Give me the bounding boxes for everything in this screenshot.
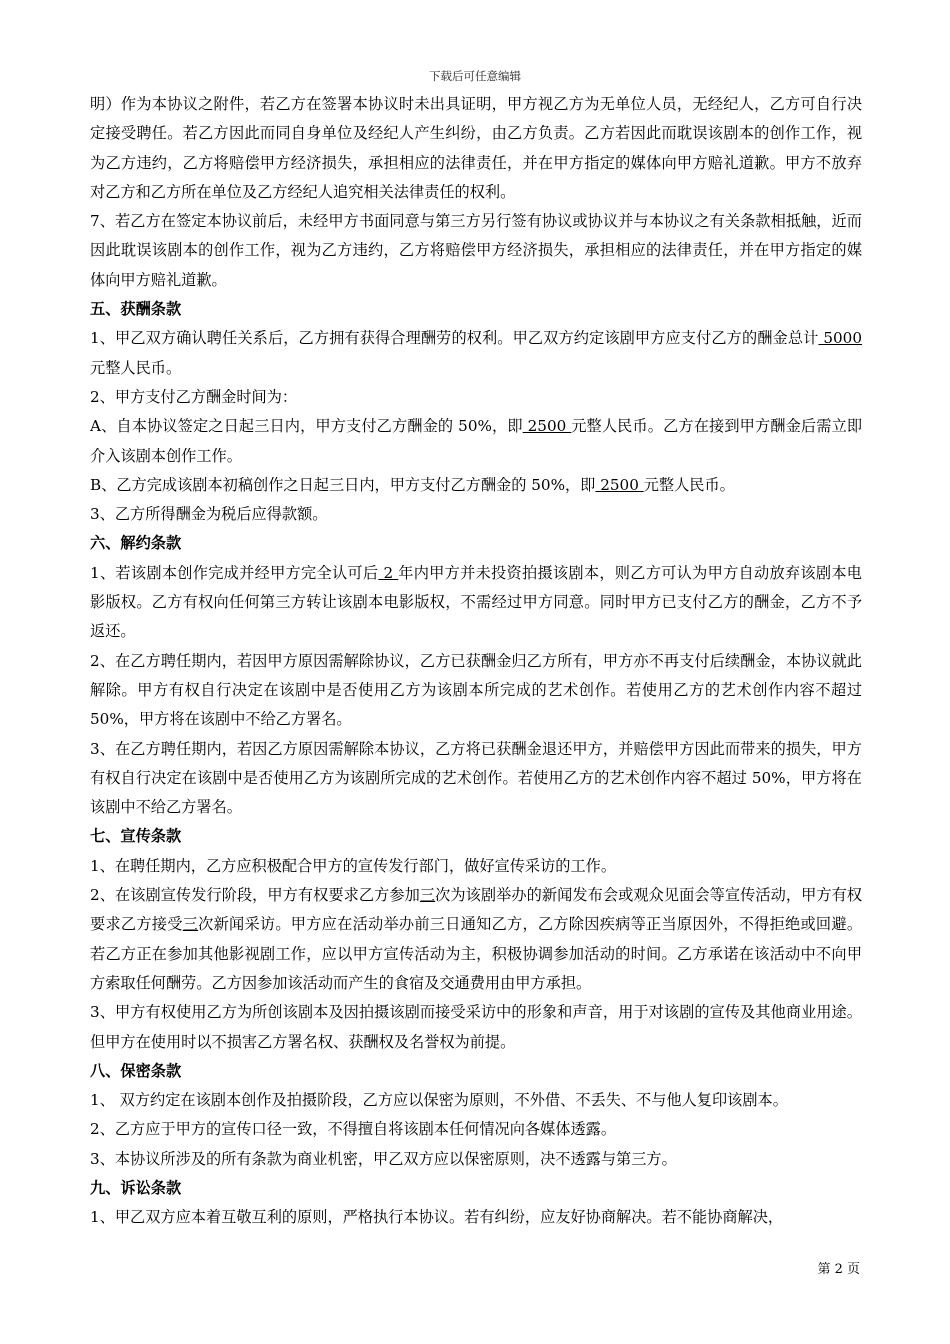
paragraph: A、自本协议签定之日起三日内，甲方支付乙方酬金的 50%，即 2500 元整人民币。乙方在接到甲方酬金后需立即介入该剧本创作工作。	[90, 417, 863, 465]
page-number: 第 2 页	[817, 1262, 860, 1277]
paragraph: 2、甲方支付乙方酬金时间为：	[90, 387, 298, 406]
paragraph: 3、乙方所得酬金为税后应得款额。	[90, 505, 328, 524]
section-heading: 六、解约条款	[90, 534, 182, 553]
paragraph: 1、甲乙双方确认聘任关系后，乙方拥有获得合理酬劳的权利。甲乙双方约定该剧甲方应支付乙方的酬金总计 5000 元整人民币。	[90, 329, 862, 377]
paragraph: 明）作为本协议之附件，若乙方在签署本协议时未出具证明，甲方视乙方为无单位人员，无经纪人，乙方可自行决定接受聘任。若乙方因此而同自身单位及经纪人产生纠纷，由乙方负责。乙方若因此而耽误该剧本的创作工作，视为乙方违约，乙方将赔偿甲方经济损失，承担相应的法律责任，并在甲方指定的媒体向甲方赔礼道歉。甲方不放弃对乙方和乙方所在单位及乙方经纪人追究相关法律责任的权利。	[90, 95, 862, 201]
underlined-value: 三	[182, 915, 199, 934]
section-heading: 九、诉讼条款	[90, 1178, 182, 1197]
paragraph: B、乙方完成该剧本初稿创作之日起三日内，甲方支付乙方酬金的 50%，即 2500 元整人民币。	[90, 475, 735, 494]
underlined-value: 2500	[522, 417, 572, 436]
section-heading: 八、保密条款	[90, 1061, 182, 1080]
paragraph: 3、在乙方聘任期内，若因乙方原因需解除本协议，乙方将已获酬金退还甲方，并赔偿甲方因此而带来的损失，甲方有权自行决定在该剧中是否使用乙方为该剧所完成的艺术创作。若使用乙方的艺术创作内容不超过 50%，甲方将在该剧中不给乙方署名。	[90, 739, 862, 817]
section-heading: 五、获酬条款	[90, 300, 182, 319]
paragraph: 1、 双方约定在该剧本创作及拍摄阶段，乙方应以保密为原则，不外借、不丢失、不与他人复印该剧本。	[90, 1091, 788, 1110]
paragraph: 2、在乙方聘任期内，若因甲方原因需解除协议，乙方已获酬金归乙方所有，甲方亦不再支付后续酬金，本协议就此解除。甲方有权自行决定在该剧中是否使用乙方为该剧本所完成的艺术创作。若使用乙方的艺术创作内容不超过 50%，甲方将在该剧中不给乙方署名。	[90, 651, 862, 729]
paragraph: 1、在聘任期内，乙方应积极配合甲方的宣传发行部门，做好宣传采访的工作。	[90, 856, 617, 875]
paragraph: 7、若乙方在签定本协议前后，未经甲方书面同意与第三方另行签有协议或协议并与本协议之有关条款相抵触，近而因此耽误该剧本的创作工作，视为乙方违约，乙方将赔偿甲方经济损失，承担相应的法律责任，并在甲方指定的媒体向甲方赔礼道歉。	[90, 212, 862, 289]
underlined-value: 5000	[818, 329, 862, 348]
paragraph: 3、本协议所涉及的所有条款为商业机密，甲乙双方应以保密原则，决不透露与第三方。	[90, 1149, 677, 1168]
header-note: 下载后可任意编辑	[429, 69, 521, 83]
underlined-value: 2500	[595, 475, 644, 494]
paragraph: 3、甲方有权使用乙方为所创该剧本及因拍摄该剧而接受采访中的形象和声音，用于对该剧的宣传及其他商业用途。但甲方在使用时以不损害乙方署名权、获酬权及名誉权为前提。	[90, 1003, 862, 1051]
paragraph: 2、乙方应于甲方的宣传口径一致，不得擅自将该剧本任何情况向各媒体透露。	[90, 1120, 617, 1139]
paragraph: 1、若该剧本创作完成并经甲方完全认可后 2 年内甲方并未投资拍摄该剧本，则乙方可认为甲方自动放弃该剧本电影版权。乙方有权向任何第三方转让该剧本电影版权，不需经过甲方同意。同时甲方已支付乙方的酬金，乙方不予返还。	[90, 563, 862, 641]
section-heading: 七、宣传条款	[90, 827, 182, 846]
paragraph: 2、在该剧宣传发行阶段，甲方有权要求乙方参加三次为该剧举办的新闻发布会或观众见面会等宣传活动，甲方有权要求乙方接受三次新闻采访。甲方应在活动举办前三日通知乙方，乙方除因疾病等正当原因外，不得拒绝或回避。若乙方正在参加其他影视剧工作，应以甲方宣传活动为主，积极协调参加活动的时间。乙方承诺在该活动中不向甲方索取任何酬劳。乙方因参加该活动而产生的食宿及交通费用由甲方承担。	[90, 886, 863, 992]
underlined-value: 三	[419, 886, 436, 905]
document-body	[90, 90, 862, 1233]
paragraph: 1、甲乙双方应本着互敬互利的原则，严格执行本协议。若有纠纷，应友好协商解决。若不能协商解决，	[90, 1208, 784, 1227]
underlined-value: 2	[378, 563, 399, 582]
